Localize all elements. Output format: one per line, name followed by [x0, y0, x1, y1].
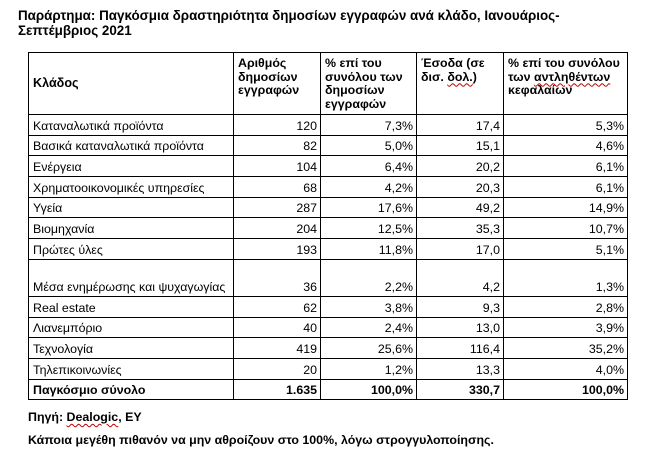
- cell-count: 62: [234, 296, 321, 317]
- total-cell-proceeds: 330,7: [417, 379, 504, 400]
- cell-count: 36: [234, 259, 321, 296]
- cell-proceeds: 9,3: [417, 296, 504, 317]
- cell-sector: Τεχνολογία: [29, 338, 234, 359]
- header-pct-capital-text: % επί του συνόλου των: [508, 56, 620, 84]
- cell-proceeds: 15,1: [417, 135, 504, 156]
- cell-pct-count: 2,4%: [321, 317, 417, 338]
- cell-pct-capital: 1,3%: [504, 259, 628, 296]
- cell-pct-capital: 10,7%: [504, 218, 628, 239]
- cell-pct-count: 3,8%: [321, 296, 417, 317]
- header-pct-capital-end: κεφαλαίων: [508, 83, 573, 97]
- header-sector: Κλάδος: [29, 53, 234, 115]
- cell-pct-count: 5,0%: [321, 135, 417, 156]
- cell-proceeds: 20,3: [417, 177, 504, 198]
- cell-pct-count: 1,2%: [321, 358, 417, 379]
- total-cell-pct-capital: 100,0%: [504, 379, 628, 400]
- rounding-note: Κάποια μεγέθη πιθανόν να μην αθροίζουν στο 100%, λόγω στρογγυλοποίησης.: [28, 433, 494, 447]
- header-pct-capital-raised: αντληθέντων: [534, 69, 611, 84]
- table-row: [29, 218, 628, 239]
- table-row: [29, 115, 628, 136]
- total-cell-pct-count: 100,0%: [321, 379, 417, 400]
- header-pct-count: % επί του συνόλου των δημοσίων εγγραφών: [321, 53, 417, 115]
- cell-count: 104: [234, 156, 321, 177]
- header-proceeds-text: Έσοδα (σε δισ.: [421, 56, 485, 84]
- cell-pct-count: 4,2%: [321, 177, 417, 198]
- cell-proceeds: 35,3: [417, 218, 504, 239]
- source-rest: , EY: [118, 410, 142, 424]
- cell-pct-capital: 5,1%: [504, 239, 628, 260]
- cell-pct-capital: 5,3%: [504, 115, 628, 136]
- cell-proceeds: 17,0: [417, 239, 504, 260]
- table-row: [29, 358, 628, 379]
- cell-sector: Τηλεπικοινωνίες: [29, 358, 234, 379]
- header-count: Αριθμός δημοσίων εγγραφών: [234, 53, 321, 115]
- cell-pct-capital: 6,1%: [504, 177, 628, 198]
- cell-proceeds: 49,2: [417, 197, 504, 218]
- total-row: [29, 379, 628, 400]
- header-row: [29, 53, 628, 115]
- cell-pct-capital: 35,2%: [504, 338, 628, 359]
- cell-count: 193: [234, 239, 321, 260]
- cell-pct-count: 12,5%: [321, 218, 417, 239]
- cell-count: 419: [234, 338, 321, 359]
- cell-count: 120: [234, 115, 321, 136]
- table-row: [29, 317, 628, 338]
- cell-proceeds: 13,3: [417, 358, 504, 379]
- cell-pct-capital: 3,9%: [504, 317, 628, 338]
- cell-pct-count: 2,2%: [321, 259, 417, 296]
- cell-pct-count: 6,4%: [321, 156, 417, 177]
- cell-count: 20: [234, 358, 321, 379]
- cell-pct-count: 7,3%: [321, 115, 417, 136]
- cell-count: 40: [234, 317, 321, 338]
- header-proceeds-close: ): [472, 69, 477, 84]
- header-proceeds-unit: δολ.: [447, 69, 473, 84]
- cell-proceeds: 17,4: [417, 115, 504, 136]
- table-row: [29, 197, 628, 218]
- cell-pct-count: 17,6%: [321, 197, 417, 218]
- header-proceeds: [417, 53, 504, 115]
- table-title: Παράρτημα: Παγκόσμια δραστηριότητα δημοσίων εγγραφών ανά κλάδο, Ιανουάριος-Σεπτέμβριος 2021: [18, 8, 560, 38]
- cell-pct-capital: 4,6%: [504, 135, 628, 156]
- cell-sector: Πρώτες ύλες: [29, 239, 234, 260]
- cell-sector: Χρηματοοικονομικές υπηρεσίες: [29, 177, 234, 198]
- cell-sector: Βιομηχανία: [29, 218, 234, 239]
- table-row: [29, 239, 628, 260]
- table-row: [29, 156, 628, 177]
- cell-sector: Λιανεμπόριο: [29, 317, 234, 338]
- cell-proceeds: 116,4: [417, 338, 504, 359]
- cell-pct-capital: 2,8%: [504, 296, 628, 317]
- cell-proceeds: 20,2: [417, 156, 504, 177]
- total-cell-count: 1.635: [234, 379, 321, 400]
- table-row: [29, 259, 628, 296]
- cell-pct-count: 11,8%: [321, 239, 417, 260]
- cell-pct-capital: 14,9%: [504, 197, 628, 218]
- header-pct-capital: [504, 53, 628, 115]
- source-label: Πηγή:: [28, 410, 67, 424]
- table-row: [29, 296, 628, 317]
- source-line: [28, 410, 142, 424]
- total-cell-sector: Παγκόσμιο σύνολο: [29, 379, 234, 400]
- cell-sector: Υγεία: [29, 197, 234, 218]
- cell-pct-count: 25,6%: [321, 338, 417, 359]
- cell-sector: Μέσα ενημέρωσης και ψυχαγωγίας: [29, 259, 234, 296]
- cell-pct-capital: 4,0%: [504, 358, 628, 379]
- cell-proceeds: 13,0: [417, 317, 504, 338]
- table-row: [29, 338, 628, 359]
- source-name: Dealogic: [66, 410, 119, 424]
- cell-count: 82: [234, 135, 321, 156]
- cell-sector: Βασικά καταναλωτικά προϊόντα: [29, 135, 234, 156]
- ipo-sector-table: [28, 52, 628, 400]
- table-row: [29, 177, 628, 198]
- cell-count: 68: [234, 177, 321, 198]
- cell-sector: Καταναλωτικά προϊόντα: [29, 115, 234, 136]
- cell-sector: Real estate: [29, 296, 234, 317]
- cell-count: 204: [234, 218, 321, 239]
- cell-proceeds: 4,2: [417, 259, 504, 296]
- cell-count: 287: [234, 197, 321, 218]
- table-row: [29, 135, 628, 156]
- cell-sector: Ενέργεια: [29, 156, 234, 177]
- cell-pct-capital: 6,1%: [504, 156, 628, 177]
